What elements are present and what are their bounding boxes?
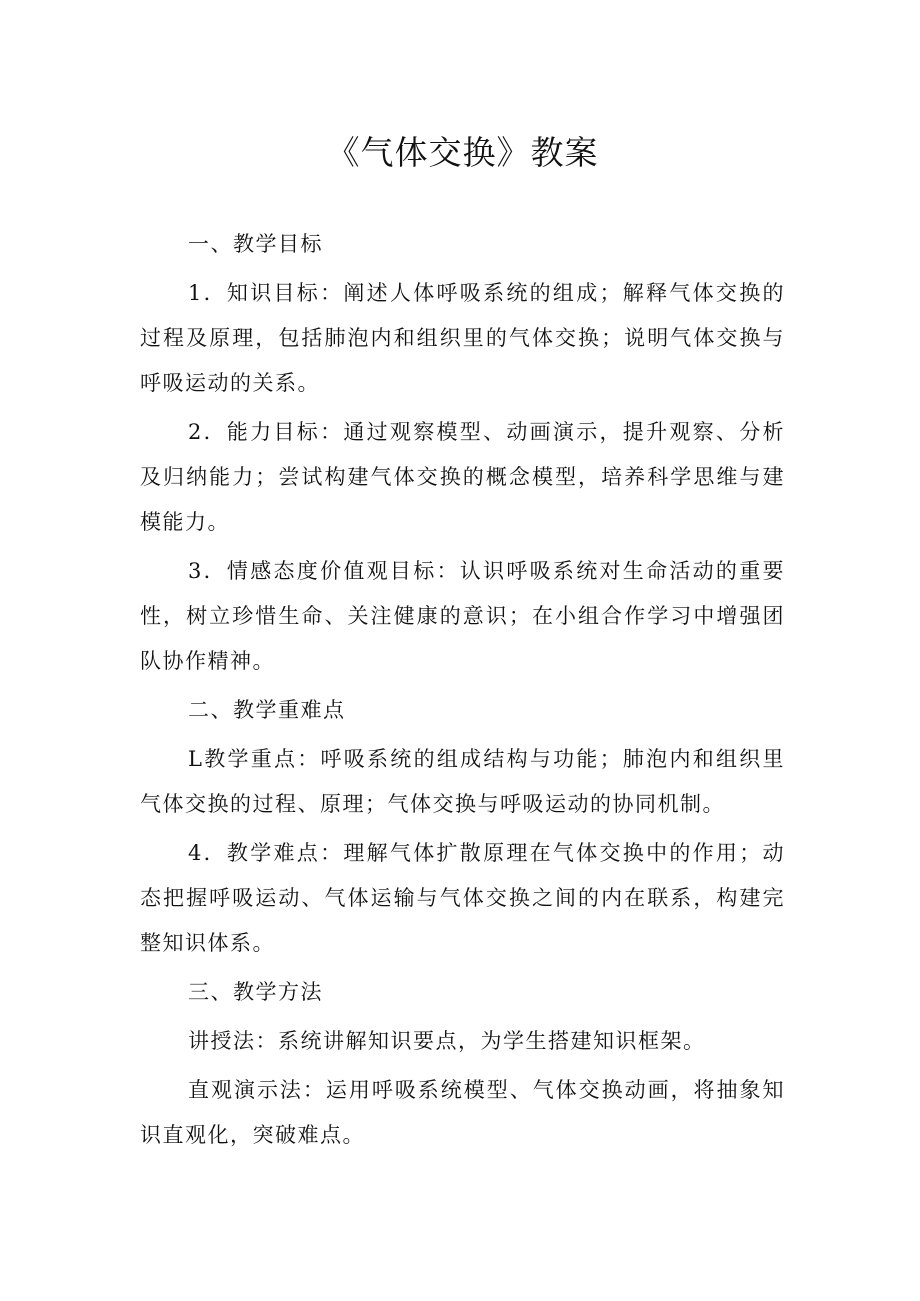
paragraph-difficult-point: 4．教学难点：理解气体扩散原理在气体交换中的作用；动态把握呼吸运动、气体运输与气体交换之间的内在联系，构建完整知识体系。 (140, 841, 785, 955)
document-title: 《气体交换》教案 (326, 133, 599, 172)
paragraph-key-point: L教学重点：呼吸系统的组成结构与功能；肺泡内和组织里气体交换的过程、原理；气体交换与呼吸运动的协同机制。 (140, 747, 785, 816)
paragraph-knowledge-goal: 1．知识目标：阐述人体呼吸系统的组成；解释气体交换的过程及原理，包括肺泡内和组织里的气体交换；说明气体交换与呼吸运动的关系。 (140, 281, 785, 395)
paragraph-ability-goal: 2．能力目标：通过观察模型、动画演示，提升观察、分析及归纳能力；尝试构建气体交换的概念模型，培养科学思维与建模能力。 (140, 420, 785, 534)
document-body (140, 222, 785, 1158)
section-heading-key-points: 二、教学重难点 (188, 698, 346, 722)
section-heading-methods: 三、教学方法 (188, 980, 323, 1004)
document-page (140, 0, 785, 1301)
section-heading-objectives: 一、教学目标 (188, 232, 323, 256)
paragraph-lecture-method: 讲授法：系统讲解知识要点，为学生搭建知识框架。 (188, 1029, 706, 1053)
paragraph-demonstration-method: 直观演示法：运用呼吸系统模型、气体交换动画，将抽象知识直观化，突破难点。 (140, 1078, 785, 1147)
paragraph-attitude-goal: 3．情感态度价值观目标：认识呼吸系统对生命活动的重要性，树立珍惜生命、关注健康的意识；在小组合作学习中增强团队协作精神。 (140, 559, 785, 673)
